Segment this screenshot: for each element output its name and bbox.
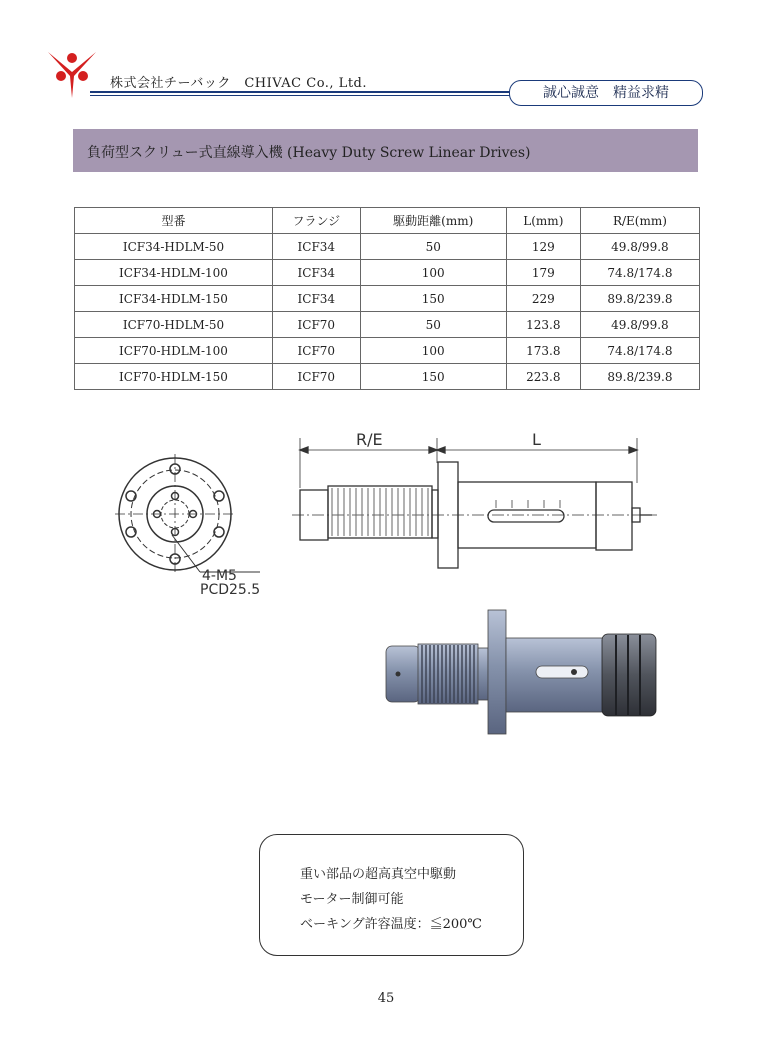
col-header-l: L(mm) [506, 208, 580, 234]
cell-flange: ICF70 [272, 312, 360, 338]
product-3d-rendering [380, 608, 660, 736]
cell-model: ICF70-HDLM-50 [75, 312, 273, 338]
cell-stroke: 100 [360, 338, 506, 364]
header-rule-thin [90, 95, 510, 96]
hole-label: 4-M5 [202, 568, 237, 584]
note-item: モーター制御可能 [300, 892, 404, 907]
company-name: 株式会社チーバック CHIVAC Co., Ltd. [110, 76, 367, 91]
cell-stroke: 100 [360, 260, 506, 286]
cell-model: ICF70-HDLM-150 [75, 364, 273, 390]
table-row [75, 364, 700, 390]
col-header-flange: フランジ [272, 208, 360, 234]
cell-re: 74.8/174.8 [580, 260, 699, 286]
cell-l: 229 [506, 286, 580, 312]
cell-l: 173.8 [506, 338, 580, 364]
cell-re: 74.8/174.8 [580, 338, 699, 364]
cell-l: 123.8 [506, 312, 580, 338]
table-row [75, 286, 700, 312]
cell-flange: ICF70 [272, 338, 360, 364]
page-number: 45 [377, 991, 395, 1006]
cell-re: 49.8/99.8 [580, 234, 699, 260]
header-rule [90, 91, 510, 93]
cell-re: 49.8/99.8 [580, 312, 699, 338]
table-header-row [75, 208, 700, 234]
cell-flange: ICF34 [272, 234, 360, 260]
cell-stroke: 150 [360, 364, 506, 390]
cell-l: 223.8 [506, 364, 580, 390]
cell-model: ICF70-HDLM-100 [75, 338, 273, 364]
spec-table [74, 207, 700, 390]
product-title: 負荷型スクリュー式直線導入機 (Heavy Duty Screw Linear Drives) [87, 145, 531, 161]
side-view-drawing [292, 428, 662, 578]
cell-l: 179 [506, 260, 580, 286]
note-item: 重い部品の超高真空中駆動 [300, 867, 457, 882]
dim-l-label: L [532, 430, 541, 449]
col-header-stroke: 駆動距離(mm) [360, 208, 506, 234]
note-item: ベーキング許容温度：≦200℃ [300, 917, 482, 932]
flange-front-view [110, 448, 280, 608]
cell-stroke: 50 [360, 312, 506, 338]
table-row [75, 338, 700, 364]
cell-flange: ICF34 [272, 286, 360, 312]
cell-flange: ICF70 [272, 364, 360, 390]
cell-flange: ICF34 [272, 260, 360, 286]
cell-stroke: 50 [360, 234, 506, 260]
pcd-label: PCD25.5 [200, 582, 261, 598]
cell-model: ICF34-HDLM-100 [75, 260, 273, 286]
table-row [75, 312, 700, 338]
cell-stroke: 150 [360, 286, 506, 312]
motto-badge: 誠心誠意 精益求精 [509, 80, 703, 106]
cell-re: 89.8/239.8 [580, 286, 699, 312]
cell-model: ICF34-HDLM-50 [75, 234, 273, 260]
table-row [75, 260, 700, 286]
cell-l: 129 [506, 234, 580, 260]
table-row [75, 234, 700, 260]
product-banner [73, 129, 698, 172]
col-header-model: 型番 [75, 208, 273, 234]
col-header-re: R/E(mm) [580, 208, 699, 234]
dim-re-label: R/E [356, 430, 383, 449]
feature-notes-box [259, 834, 524, 956]
cell-re: 89.8/239.8 [580, 364, 699, 390]
cell-model: ICF34-HDLM-150 [75, 286, 273, 312]
